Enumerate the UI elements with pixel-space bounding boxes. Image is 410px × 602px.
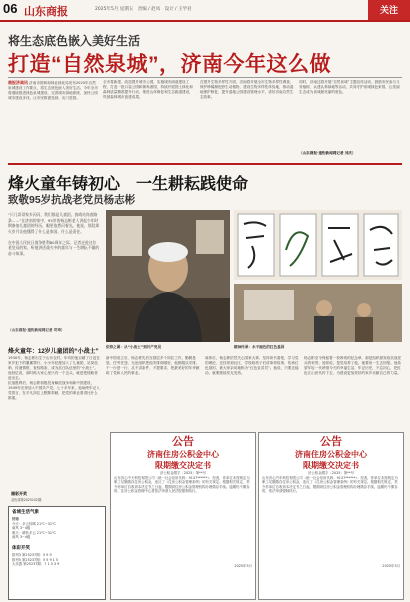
story1-kicker: 将生态底色嵌入美好生活 — [8, 34, 141, 48]
story1-headline: 打造“自然泉城”，济南今年这么做 — [8, 53, 331, 76]
story2-headline: 烽火童年铸初心 一生耕耘践使命 — [8, 176, 249, 193]
story1-column-1 — [8, 80, 98, 158]
divider — [8, 163, 402, 165]
notice-title: 公告 — [172, 436, 194, 448]
weather-box — [8, 506, 106, 600]
page-header — [0, 0, 410, 22]
notice-number: 济公积金缴字〔2025〕第**号 — [160, 471, 206, 475]
notice-left — [110, 432, 256, 600]
lottery-issue: 双色球第2025102期： — [11, 498, 45, 502]
weather-tomorrow: 明天：晴转多云 21℃~31℃ — [12, 530, 56, 535]
lottery2-line-3: 大乐透 第25237期：7 1 3 3 9 — [12, 562, 60, 567]
story2-column-4: 杨志彬至今保留着一枚珍贵的纪念章，那是组织颁发给抗战老兵的荣誉。他常说，是党培养了他，他要用一生去回报。他希望年轻一代珍惜今天的幸福生活，牢记历史，不忘初心，把红色江山世代传下去，为建设更加美好的家乡贡献自己的力量。 — [304, 356, 402, 375]
story1-column-3: 在提升生物多样性方面，济南将开展全市生物多样性调查，保护珍稀濒危野生动植物，建设生物多样性体验地，推动湿地保护修复，提升湿地公园建设管理水平，讲好济南自然生态故事。 — [200, 80, 294, 99]
story2-intro-text-2: 在中国人民抗日战争胜利80周年之际，记者走进这位老党员的家，听他讲述战火中的童年与一生耕耘不辍的奋斗故事。 — [8, 239, 100, 256]
weather-title: 省城生活气象 — [12, 509, 39, 514]
story2-intro — [8, 212, 100, 324]
byline: 商报济南讯 — [8, 80, 28, 85]
story2-text-2: 抗战胜利后，杨志彬积极投身解放战争和新中国建设，1949年光荣加入中国共产党。七十多年来，他始终牢记入党誓言，在平凡岗位上默默奉献，把党的事业看得比什么都重。 — [8, 381, 100, 400]
story1-text-1: 济南市园林和林业绿化局发布2025年自然泉城建设工作要点，将生态底色嵌入美好生活。今年全市将继续推进绿色泉城建设，完善城市绿地系统，加快公园城市建设步伐，让市民推窗见绿、出门进园。 — [8, 81, 98, 100]
photo-caption-2: 精神传承：永不褪色的红色基因 — [234, 345, 285, 349]
weather-tomorrow-wind: 南风 3~4级 — [12, 535, 31, 540]
story2-credit: （山东商报·速豹新闻网记者 苟琦） — [8, 328, 65, 332]
lottery2-line-2: 排列5 第25237期：5 5 9 1 5 — [12, 557, 59, 562]
notice-date: 2025年5月 — [382, 563, 400, 568]
notice-subtitle: 济南住房公积金中心 限期缴交决定书 — [147, 450, 219, 470]
lecture-photo — [234, 284, 402, 342]
notice-title: 公告 — [320, 436, 342, 448]
story2-intro-text: “只儿哥哥家乡闪闪，我们都是儿童团，放哨站岗查路条……”在济南的家中，95岁的杨志彬老人讲起少年时期参加儿童团的经历，眼里依然闪着光。他说，那段烽火岁月让他懂得了什么是家国，什么是责任。 — [8, 212, 100, 234]
notice-date: 2025年5月 — [234, 563, 252, 568]
weather-today-wind: 南风 3~4级 — [12, 526, 31, 531]
notice-subtitle: 济南住房公积金中心 限期缴交决定书 — [295, 450, 367, 470]
photo-caption-1: 依仰之图：从“小战士”到共产党员 — [106, 345, 162, 349]
story2-column-1 — [8, 356, 100, 486]
story2-column-3: 离休后，杨志彬依然关心国家大事，坚持读书看报，学习党的理论，还经常到社区、学校给孩子们讲革命故事，传承红色基因，被大家亲切地称为“红色宣讲员”。他说，只要还能动，就要继续发光发热。 — [205, 356, 299, 375]
lottery2-line-1: 排列3 第25237期：5 5 9 — [12, 552, 52, 557]
notice-number: 济公积金缴字〔2025〕第**号 — [308, 471, 354, 475]
page-meta: 2025年5月 星期五 责编 / 赵凤 设计 / 王学君 — [95, 7, 192, 12]
portrait-photo — [106, 210, 230, 342]
lottery-title: 福彩开奖 — [11, 491, 27, 496]
artwork-strip — [234, 210, 402, 280]
calligraphy-illustration — [234, 210, 402, 280]
story2-subhead: 致敬95岁抗战老党员杨志彬 — [8, 194, 136, 206]
story1-credit: （山东商报·速豹新闻网记者 刘庆） — [299, 151, 356, 155]
portrait-illustration — [106, 210, 230, 342]
weather-today: 今天：多云转晴 21℃~31℃ — [12, 521, 56, 526]
section-heading: 烽火童年：12岁儿童团的“小战士” — [8, 349, 99, 355]
story1-column-2: 全市将新建、改造提升城市公园，实施城市绿道建设工程，打造一批口袋公园和街角游园，持续开展国土绿化和森林质量精准提升行动，推进山体修复和生态廊道建设，巩固森林城市创建成果。 — [103, 80, 193, 99]
notice-body: 山东济心中天科技有限公司（统一社会信用代码：9137******）：经查，你单位未按规定为职工足额缴存住房公积金，违反了《住房公积金管理条例》的有关规定。根据相关规定，责令你单位自收到本决定书之日起，限期到住房公积金管理机构办理缴存手续。逾期仍不缴存的，住房公积金管理中心将依法申请人民法院强制执行。 — [114, 475, 250, 494]
weather-city: 济南 — [12, 517, 19, 521]
paper-name: 山东商报 — [24, 6, 68, 18]
lottery-box — [8, 490, 104, 504]
story2-text-1: 1930年，杨志彬出生于山东农村。年幼的他目睹了日寇在家乡犯下的累累罪行，小小年纪便加入了儿童团，站岗放哨、传递情报、查验路条，成为抗日队伍里的“小战士”。他回忆说，那时候大家心里只有一个念头，就是把侵略者赶出去。 — [8, 356, 100, 380]
story1-column-4: 同时，济南还将开展“自然泉城”主题宣传活动，鼓励市民参与义务植树、认建认养绿地等活动，共同守护泉城绿色家园，让美丽生态成为泉城最亮丽的底色。 — [299, 80, 400, 94]
lottery2-title: 体彩开奖 — [12, 544, 30, 550]
lecture-illustration — [234, 284, 402, 342]
notice-body: 山东济心汽车科技有限公司（统一社会信用代码：9137******）：经查，你单位未按规定为职工足额缴存住房公积金，违反了《住房公积金管理条例》的有关规定。根据相关规定，责令你单位自收到本决定书之日起，限期到住房公积金管理机构办理缴存手续。逾期仍不缴存的，依法申请强制执行。 — [262, 475, 398, 494]
notice-right — [258, 432, 404, 600]
divider — [8, 77, 402, 78]
page-number: 06 — [3, 1, 18, 16]
story2-column-2: 新中国成立后，杨志彬先后在基层多个岗位工作，勤勤恳恳，任劳任怨。无论组织把他安排到哪里，他都服从安排，干一行爱一行，从不讲条件、不提要求，把最美好的年华献给了党和人民的事业。 — [106, 356, 200, 375]
section-tag: 关注 — [368, 0, 410, 20]
